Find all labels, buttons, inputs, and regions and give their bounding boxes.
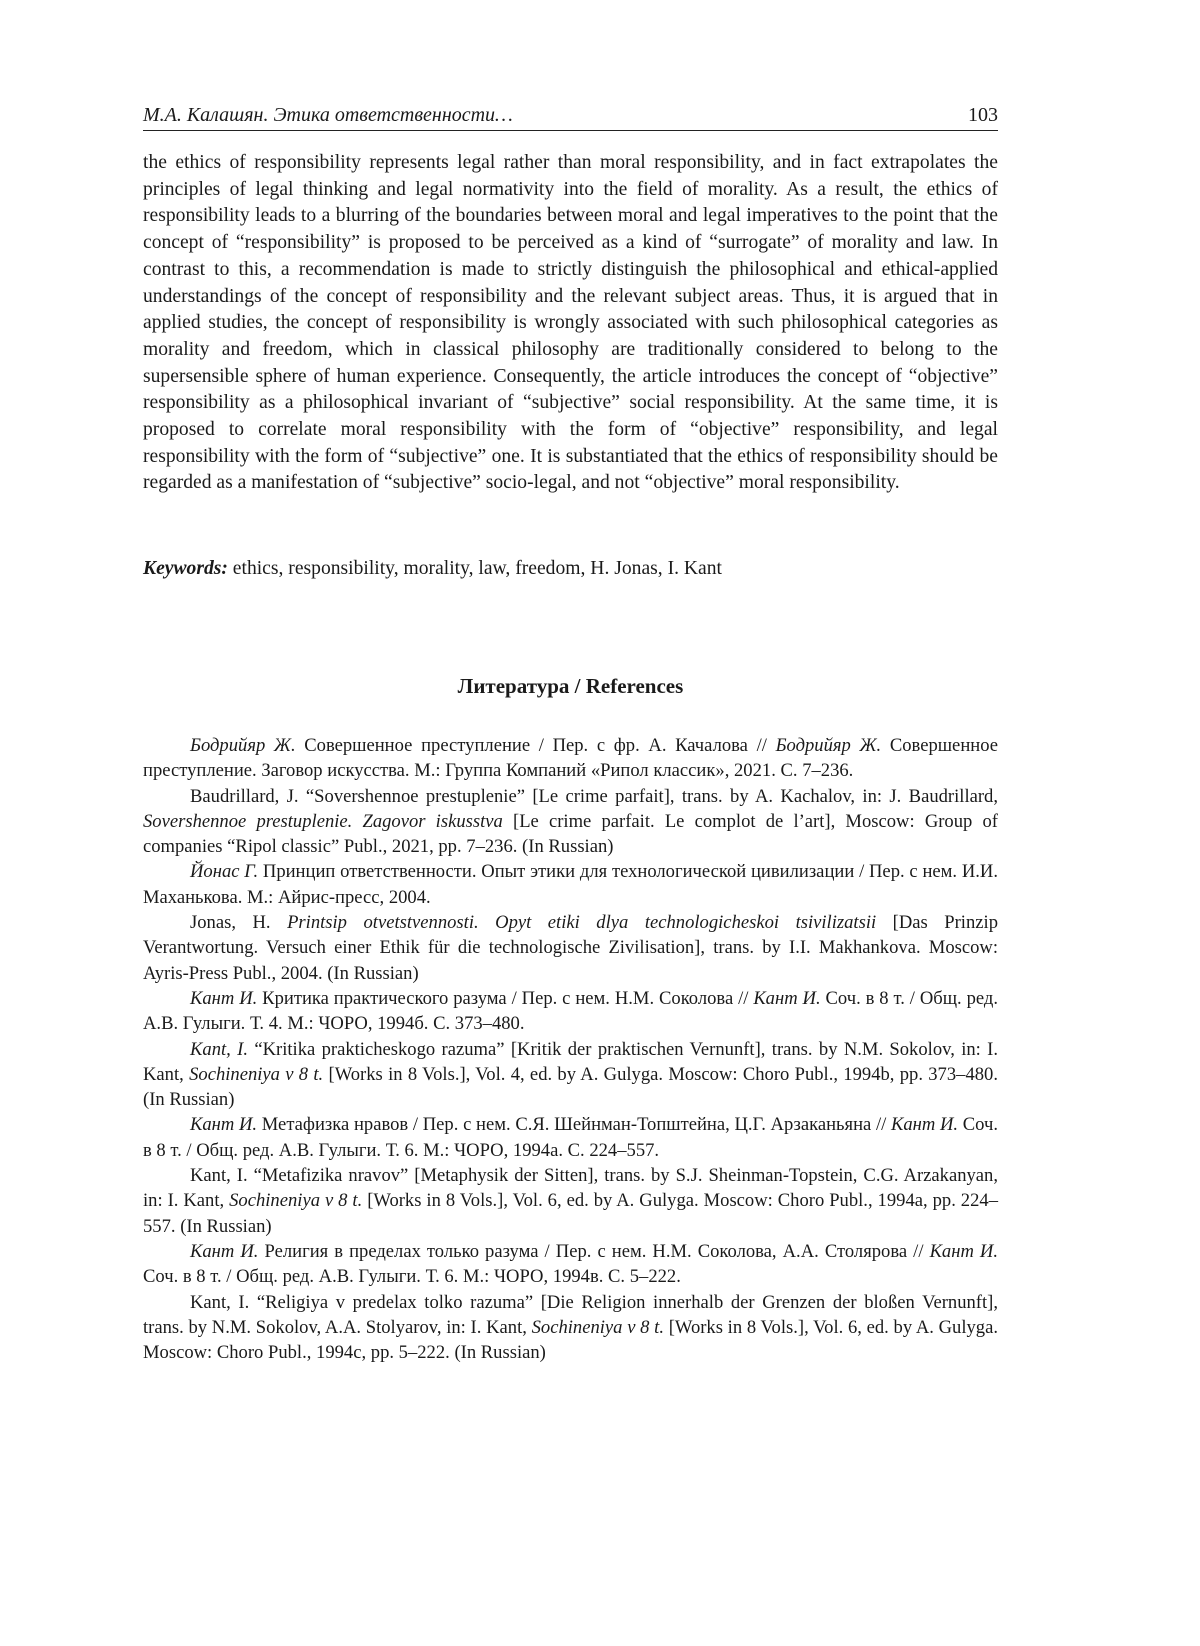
reference-segment: [Works in 8 Vols.], Vol. 6, ed. by A. Gulyga. Moscow: Choro Publ., 1994c, pp. 5–222. (In Russian) [143, 1316, 998, 1364]
reference-segment: Соч. в 8 т. / Общ. ред. А.В. Гулыги. Т. 6. М.: ЧОРО, 1994а. С. 224–557. [143, 1114, 998, 1161]
reference-item [143, 1239, 998, 1290]
reference-segment: Совершенное преступление / Пер. с фр. А. Качалова // [295, 735, 776, 756]
reference-italic-segment: Sochineniya v 8 t. [531, 1316, 664, 1338]
reference-segment: Критика практического разума / Пер. с нем. Н.М. Соколова // [257, 987, 754, 1009]
reference-italic-segment: Кант И. [929, 1240, 999, 1262]
running-title: М.А. Калашян. Этика ответственности… [143, 104, 513, 126]
reference-item [143, 733, 998, 784]
reference-segment: Baudrillard, J. “Sovershennoe prestuplenie” [Le crime parfait], trans. by A. Kachalov, in: J. Baudrillard, [190, 785, 998, 807]
reference-segment: Метафизка нравов / Пер. с нем. С.Я. Шейнман-Топштейна, Ц.Г. Арзаканьяна // [257, 1114, 891, 1136]
reference-segment: Религия в пределах только разума / Пер. с нем. Н.М. Соколова, А.А. Столярова // [258, 1240, 930, 1262]
reference-item [143, 1037, 998, 1113]
reference-item [143, 784, 998, 860]
references-list [143, 733, 998, 1365]
reference-segment: [Das Prinzip Verantwortung. Versuch einer Ethik für die technologische Zivilisation], trans. by I.I. Makhankova. Moscow: Ayris-Press Publ., 2004. (In Russian) [143, 912, 998, 984]
reference-segment: Kant, I. “Religiya v predelax tolko razuma” [Die Religion innerhalb der Grenzen der bloßen Vernunft], trans. by N.M. Sokolov, A.A. Stolyarov, in: I. Kant, [143, 1291, 998, 1338]
abstract-text: the ethics of responsibility represents legal rather than moral responsibility, and in fact extrapolates the principles of legal thinking and legal normativity into the field of morality. As a result, the ethics of responsibility leads to a blurring of the boundaries between moral and legal imperatives to the point that the concept of “responsibility” is proposed to be perceived as a kind of “surrogate” of morality and law. In contrast to this, a recommendation is made to strictly distinguish the philosophical and ethical-applied understandings of the concept of responsibility and the relevant subject areas. Thus, it is argued that in applied studies, the concept of responsibility is wrongly associated with such philosophical categories as morality and freedom, which in classical philosophy are traditionally considered to belong to the supersensible sphere of human experience. Consequently, the article introduces the concept of “objective” responsibility as a philosophical invariant of “subjective” social responsibility. At the same time, it is proposed to correlate moral responsibility with the form of “objective” responsibility, and legal responsibility with the form of “subjective” one. It is substantiated that the ethics of responsibility should be regarded as a manifestation of “subjective” socio-legal, and not “objective” moral responsibility. [143, 152, 998, 494]
reference-italic-segment: Кант И. [190, 1240, 259, 1262]
reference-italic-segment: Printsip otvetstvennosti. Opyt etiki dlya technologicheskoi tsivilizatsii [287, 912, 877, 934]
reference-segment: Совершенное преступление. Заговор искусства. М.: Группа Компаний «Рипол классик», 2021. С. 7–236. [143, 735, 998, 782]
reference-italic-segment: Бодрийяр Ж. [190, 735, 296, 756]
reference-italic-segment: Кант И. [753, 987, 821, 1009]
reference-italic-segment: Кант И. [891, 1114, 959, 1136]
reference-item [143, 910, 998, 986]
reference-segment: “Kritika prakticheskogo razuma” [Kritik der praktischen Vernunft], trans. by N.M. Sokolov, in: I. Kant, [143, 1038, 998, 1085]
reference-segment: Kant, I. “Metafizika nravov” [Metaphysik der Sitten], trans. by S.J. Sheinman-Topstein, C.G. Arzakanyan, in: I. Kant, [143, 1165, 998, 1212]
reference-item [143, 1290, 998, 1366]
reference-italic-segment: Бодрийяр Ж. [775, 735, 882, 756]
reference-segment: Соч. в 8 т. / Общ. ред. А.В. Гулыги. Т. 6. М.: ЧОРО, 1994в. С. 5–222. [143, 1266, 681, 1288]
reference-item [143, 986, 998, 1037]
reference-item [143, 1163, 998, 1239]
keywords-label: Keywords: [143, 558, 228, 579]
reference-segment: [Le crime parfait. Le complot de l’art], Moscow: Group of companies “Ripol classic” Publ., 2021, pp. 7–236. (In Russian) [143, 810, 998, 858]
reference-segment: [Works in 8 Vols.], Vol. 6, ed. by A. Gulyga. Moscow: Choro Publ., 1994a, pp. 224–557. (In Russian) [143, 1190, 998, 1237]
reference-item [143, 1112, 998, 1163]
reference-italic-segment: Kant, I. [190, 1038, 248, 1060]
reference-italic-segment: Кант И. [190, 987, 258, 1009]
reference-italic-segment: Sochineniya v 8 t. [229, 1190, 363, 1212]
keywords-text: ethics, responsibility, morality, law, freedom, H. Jonas, I. Kant [227, 558, 722, 579]
reference-italic-segment: Sovershennoe prestuplenie. Zagovor iskusstva [143, 810, 503, 832]
reference-italic-segment: Йонас Г. [190, 861, 259, 883]
page-number: 103 [968, 104, 998, 126]
reference-italic-segment: Sochineniya v 8 t. [189, 1063, 324, 1085]
reference-segment: Принцип ответственности. Опыт этики для технологической цивилизации / Пер. с нем. И.И. Маханькова. М.: Айрис-пресс, 2004. [143, 861, 998, 908]
references-title: Литература / References [457, 674, 684, 698]
reference-italic-segment: Кант И. [190, 1114, 258, 1136]
keywords [143, 556, 998, 583]
reference-segment: [Works in 8 Vols.], Vol. 4, ed. by A. Gulyga. Moscow: Choro Publ., 1994b, pp. 373–480. (In Russian) [143, 1063, 998, 1111]
reference-segment: Соч. в 8 т. / Общ. ред. А.В. Гулыги. Т. 4. М.: ЧОРО, 1994б. С. 373–480. [143, 987, 998, 1035]
running-header [143, 100, 998, 131]
reference-segment: Jonas, H. [190, 912, 288, 934]
reference-item [143, 859, 998, 910]
